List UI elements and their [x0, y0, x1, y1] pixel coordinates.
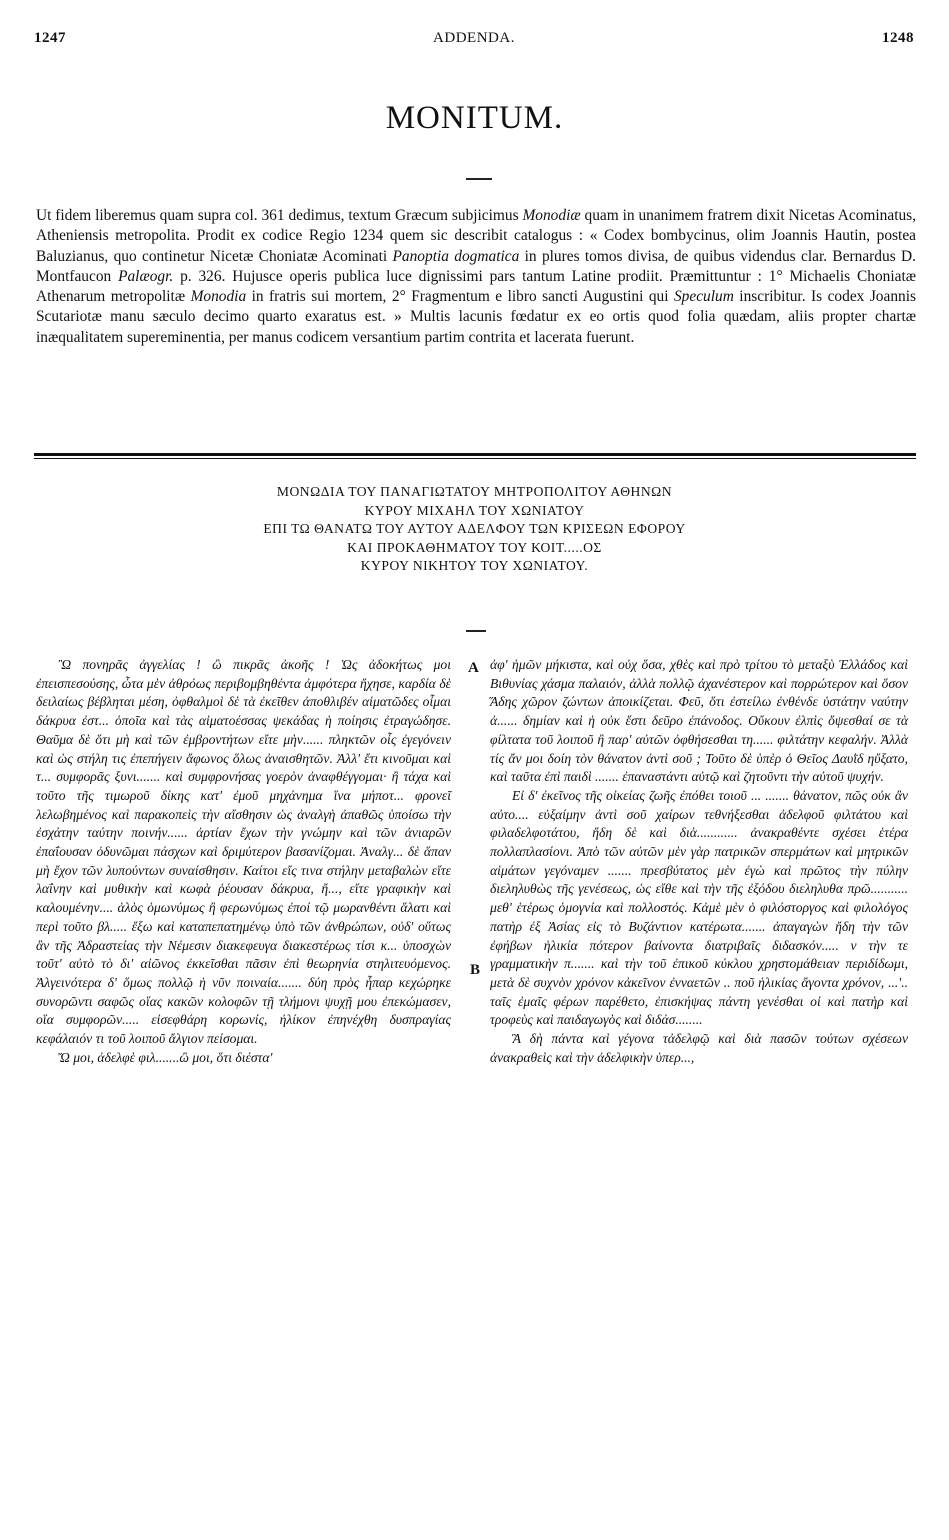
text-column-left [36, 656, 451, 1067]
right-paragraph-1: ἀφ' ἡμῶν μήκιστα, καὶ οὐχ ὅσα, χθὲς καὶ πρὸ τρίτου τὸ μεταξὺ Ἑλλάδος καὶ Βιθυνίας χάσμα παλαιόν, ἀλλὰ πολλῷ ἀχανέστερον καὶ πορρώτερον καὶ ὅσον Ἅδης χῶρον ζώντων ἀποικίζεται. Φεῦ, ὅτι ἐστείλω ἐνθένδε ὑστάτην ναύτην ἀ...... δημίαν καὶ ἡ οὐκ ἔστι δεῦρο ἐπάνοδος. Οὔκουν ἐλπὶς ὄψεσθαί σε τὰ φίλτατα τοῦ λοιποῦ ἢ παρ' αὐτῶν ὀφθήσεσθαι τη...... φιλτάτην κεφαλήν. Ἀλλὰ τίς ἄν μοι δοίη τὸν θάνατον ἀντὶ σοῦ ; Τοῦτο δὲ ὑπὲρ ὁ Θεῖος Δαυῒδ ηὔξατο, καὶ ταῦτα ἐπὶ παιδὶ ....... ἐπαναστάντι αὐτῷ καὶ ζητοῦντι τὴν αὐτοῦ ψυχήν. [490, 657, 908, 785]
left-paragraph-2: Ὤ μοι, ἀδελφὲ φιλ.......ὢ μοι, ὅτι διέστα' [58, 1049, 273, 1065]
monitum-italic-2: Panoptia dogmatica [392, 247, 520, 265]
greek-title-line-5: ΚΥΡΟΥ ΝΙΚΗΤΟΥ ΤΟΥ ΧΩΝΙΑΤΟΥ. [360, 558, 589, 574]
monitum-italic-4: Monodia [190, 288, 247, 306]
title-rule [466, 178, 492, 180]
section-marker-a: A [468, 660, 479, 676]
greek-title-line-1: ΜΟΝΩΔΙΑ ΤΟΥ ΠΑΝΑΓΙΩΤΑΤΟΥ ΜΗΤΡΟΠΟΛΙΤΟΥ ΑΘΗΝΩΝ [276, 484, 673, 499]
monitum-italic-3: Palæogr. [118, 267, 174, 285]
greek-title-block [0, 483, 949, 576]
greek-title-line-2: ΚΥΡΟΥ ΜΙΧΑΗΛ ΤΟΥ ΧΩΝΙΑΤΟΥ [364, 502, 585, 518]
section-divider-thin [34, 458, 916, 459]
monitum-text-1: Ut fidem liberemus quam supra col. 361 dedimus, textum Græcum subjicimus [36, 207, 523, 224]
greek-title-rule [466, 630, 486, 632]
section-divider-thick [34, 453, 916, 456]
page-number-left: 1247 [34, 30, 66, 46]
text-column-right [490, 656, 908, 1067]
page-number-right: 1248 [882, 30, 914, 46]
monitum-italic-1: Monodiæ [522, 207, 581, 224]
greek-title-line-3: ΕΠΙ ΤΩ ΘΑΝΑΤΩ ΤΟΥ ΑΥΤΟΥ ΑΔΕΛΦΟΥ ΤΩΝ ΚΡΙΣΕΩΝ ΕΦΟΡΟΥ [263, 521, 686, 537]
running-header [34, 30, 914, 54]
right-paragraph-3: Ἃ δὴ πάντα καὶ γέγονα τἀδελφῷ καὶ διὰ πασῶν τούτων σχέσεων ἀνακραθεὶς καὶ τὴν ἀδελφικὴν ὑπερ..., [490, 1031, 908, 1065]
monitum-text-5: in fratris sui mortem, 2° Fragmentum e libro sancti Augustini qui [246, 288, 674, 306]
running-head-title: ADDENDA. [433, 30, 515, 46]
left-paragraph-1: Ὢ πονηρᾶς ἀγγελίας ! ὢ πικρᾶς ἀκοῆς ! Ὡς ἀδοκήτως μοι ἐπεισπεσούσης, ὦτα μὲν ἀθρόως περιβομβηθέντα ἀμφότερα ἤχησε, καρδία δὲ δειλαίως βέβληται μέση, ὀφθαλμοὶ δὲ τὰ ἐκεῖθεν ἀποθλιβέν αἱματῶδες οἶμαι δάκρυα ἐστ... ὁποῖα καὶ τὰς αἱματοέσσας ψεκάδας ἡ ποίησις ἐτραγώδησε. Θαῦμα δὲ ὅτι μὴ καὶ τῶν ἐμβροντήτων εἴτε μὴν...... πληκτῶν οἷς ἐγεγόνειν καὶ ὡς στήλη τις ἐπεπήγειν ἄφωνος ὅλως ἀναισθητῶν. Ἀλλ' ἔτι κινοῦμαι καὶ τ... συμφορᾶς ξυνι....... καὶ συμφρονήσας γοερὸν ἀναφθέγγομαι· ἢ τάχα καὶ τοῦτο τῆς τιμωροῦ δίκης κατ' ἐμοῦ μηχάνημα ἵνα μήποτ... φρονεῖ λελωβημένος καὶ παρακοπεὶς τὴν αἴσθησιν ὡς ἀναλγὴ ἀπαθῶς ὑποίσω τὴν ἐσχάτην ταύτην ποινήν...... ἀρτίαν ἔχων τὴν γνώμην καὶ τῶν ἀνιαρῶν ἐπαΐουσαν ὀδυνῶμαι πάσχων καὶ δριμύτερον βασανίζομαι. Ἀναλγ... δὲ ἅπαν μὴ ἔχον τῶν λυπούντων συναίσθησιν. Καίτοι εἴς τινα στήλην μεταβαλὼν εἴτε λαΐνην καὶ μυθικὴν καὶ κωφὰ ῥέουσαν δάκρυα, ἤ..., εἴτε γραφικὴν καὶ καλουμένην.... ἁλὸς ὁμωνύμως ἢ φερωνύμως ἐποί τῷ μωρανθέντι ἅλατι καὶ περὶ τοῦτο βλ..... ἔξω καὶ καταπεπατημένῳ ὑπὸ τῶν ἀνθρώπων, οὐδ' οὕτως ἂν τῆς Ἀδραστείας τὴν Νέμεσιν διακεφευγα διακεστέρως τίσι κ... ὑποσχὼν τοῦτ' αὐτὸ τὸ δι' αἰῶνος ἐκκεῖσθαι πᾶσιν ἐπὶ θεωρηνία στηλιτευόμενος. Ἀλγεινότερα δ' ὅμως πολλῷ ἡ νῦν ποιναία....... δύη πρὸς ἧπαρ κεχώρηκε συνορῶντι σαφῶς οἵας κακῶν κολοφῶν τῇ τλήμονι ψυχῇ μου ἐπεκώμασεν, οἵα συμφορῶν..... εἰσεφθάρη κορωνίς, ἠλίκον ἐπηνέχθη δυσπραγίας κεφάλαιόν τι τοῦ λοιποῦ ἄλγιον πείσομαι. [36, 657, 451, 1047]
page-title: MONITUM. [385, 100, 564, 136]
monitum-paragraph [36, 206, 916, 348]
monitum-text-4: p. 326. Hujusce operis publica luce dignissimi pars tantum Latine prodiit. Præmittuntur : 1° Michaelis Choniatæ Athenarum metropolitæ [36, 267, 917, 306]
section-marker-b: B [470, 962, 481, 978]
monitum-text-2: quam in unanimem fratrem dixit Nicetas Acominatus, Atheniensis metropolita. Prodit ex codice Regio 1234 quem sic describit catalogus : « Codex bombycinus, olim Joannis Hautin, postea Baluzianus, quo continetur Nicetæ Choniatæ Acominati [36, 207, 917, 265]
monitum-italic-5: Speculum [673, 288, 734, 306]
monitum-text-3: in plures tomos divisa, de quibus videndus clar. Bernardus D. Montfaucon [36, 247, 916, 285]
monitum-text-6: inscribitur. Is codex Joannis Scutariotæ manu sæculo decimo quarto exaratus est. » Multis lacunis fœdatur ex eo ortis quod folia quædam, aliis propter chartæ inæqualitatem supereminentia, per manus codicem versantium partim contrita et lacerata fuerunt. [36, 288, 916, 346]
right-paragraph-2: Εἰ δ' ἐκεῖνος τῆς οἰκείας ζωῆς ἐπόθει τοιοῦ ... ....... θάνατον, πῶς οὐκ ἂν αὐτο.... εὐξαίμην ἀντὶ σοῦ χαίρων τεθνήξεσθαι ἀδελφοῦ φιλτάτου καὶ φιλαδελφοτάτου, ἤδη δὲ καὶ διὰ............ ἀνακραθέντε σχέσει ἑτέρα πολλαπλασίονι. Ἀπὸ τῶν αὐτῶν μὲν γὰρ πατρικῶν σπερμάτων καὶ μητρικῶν αἱμάτων γεγόναμεν ....... πρεσβύτατος μὲν ἐγὼ καὶ πρῶτος τὴν πύλην διεληλυθὼς τῆς γενέσεως, ὡς εἴθε καὶ τὴν τῆς ἐξόδου διεληλυθα πρῶ........... μεθ' ἑτέρως ὁμογνία καὶ πολλοστός. Κἀμὲ μὲν ὁ φιλόστοργος καὶ φιλολόγος πατὴρ ἐξ Ἀσίας εἰς τὸ Βυζάντιον κατέρωτα....... ἀπαγαγὼν ἤδη τὴν τῶν ἐφήβων ἡλικία πότερον βαίνοντα διατριβαῖς διδασκόν..... ν τὴν τε γραμματικὴν π....... καὶ τὴν τοῦ ἐπικοῦ κύκλου χρηστομάθειαν περιδίδωμι, μετὰ δὲ συχνὸν χρόνον κἀκεῖνον ἐνναετῶν .. ποῦ ἡλικίας ἄγοντα χρόνον, ...'.. ταῖς ἐμαῖς φέρων παρέθετο, ἐπισκήψας πάντη γενέσθαι οἱ καὶ πατὴρ καὶ τροφεὺς καὶ παιδαγωγὸς καὶ διδάσ........ [490, 787, 908, 1028]
greek-title-line-4: ΚΑΙ ΠΡΟΚΑΘΗΜΑΤΟΥ ΤΟΥ ΚΟΙΤ.....ΟΣ [347, 539, 602, 555]
